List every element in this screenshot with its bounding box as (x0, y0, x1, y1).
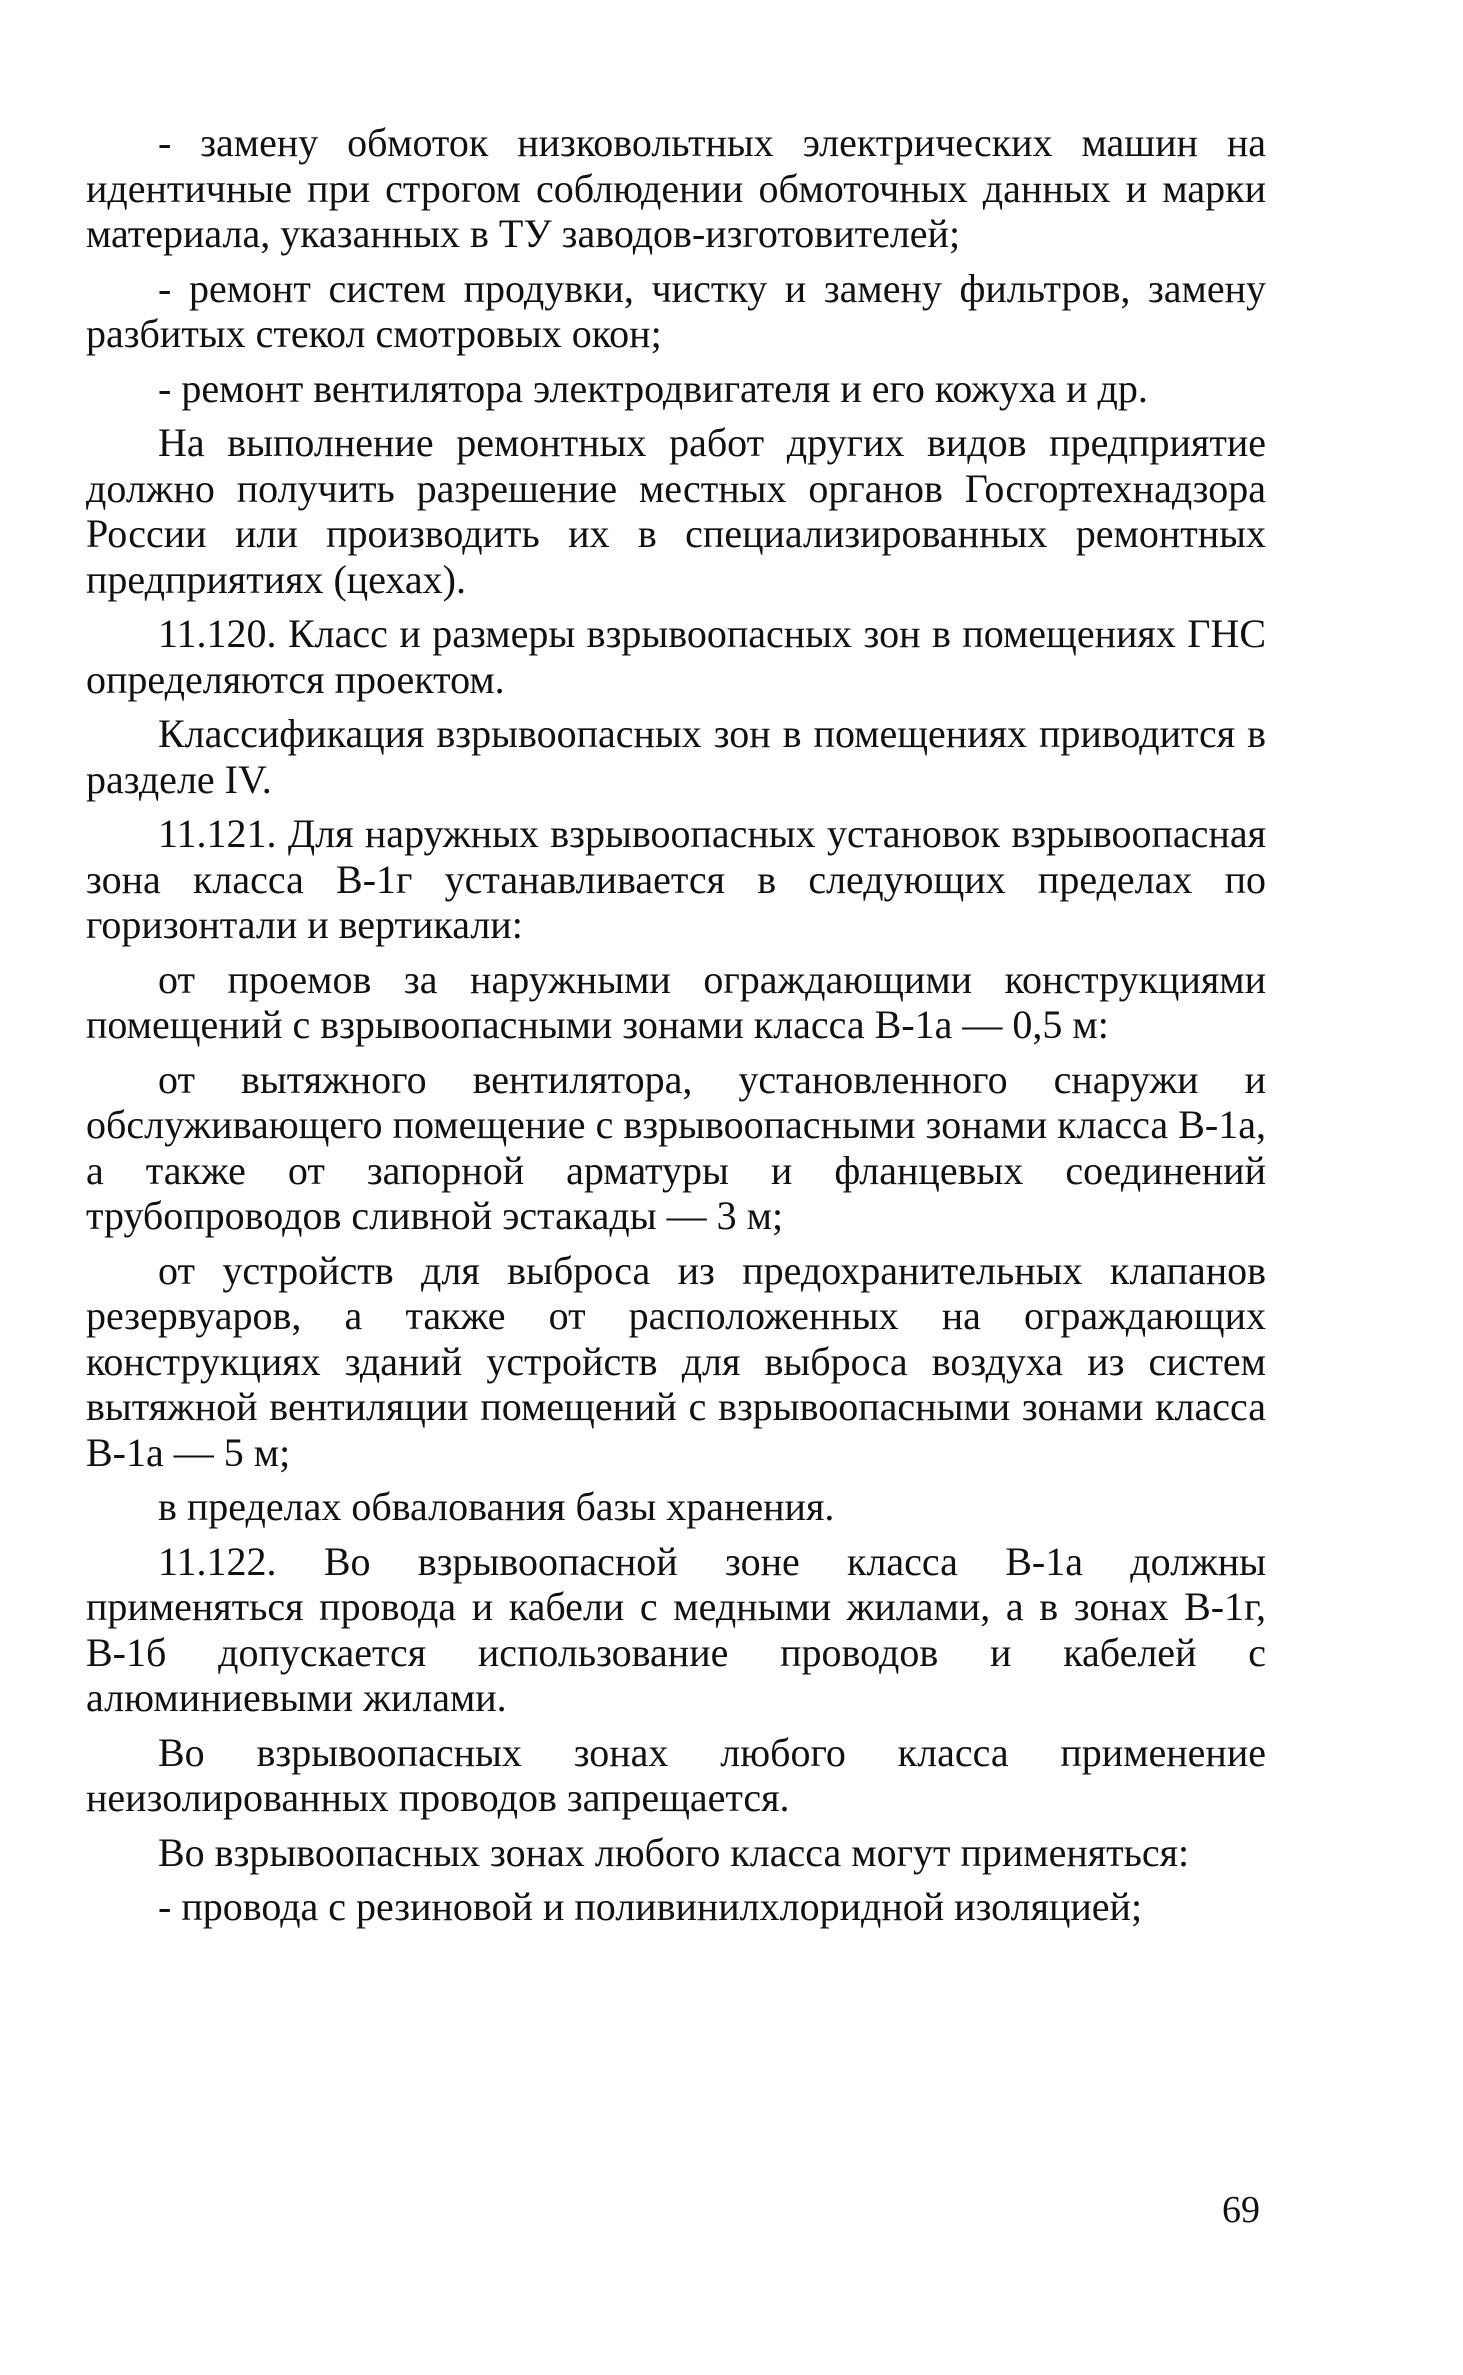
paragraph: - ремонт вентилятора электродвигателя и его кожуха и др. (158, 365, 1148, 411)
page-number: 69 (1222, 2189, 1260, 2231)
page-body (86, 120, 1266, 1939)
paragraph: - провода с резиновой и поливинилхлоридной изоляцией; (158, 1884, 1143, 1929)
paragraph: в пределах обвалования базы хранения. (158, 1484, 835, 1529)
paragraph: - ремонт систем продувки, чистку и замену фильтров, замену разбитых стекол смотровых окон; (86, 265, 1266, 356)
paragraph: от устройств для выброса из предохранительных клапанов резервуаров, а также от расположенных на ограждающих конструкциях зданий устройств для выброса воздуха из систем вытяжной вентиляции помещений с взрывоопасными зонами класса В-1а — 5 м; (86, 1247, 1266, 1475)
paragraph: На выполнение ремонтных работ других видов предприятие должно получить разрешение местных органов Госгортехнадзора России или производить их в специализированных ремонтных предприятиях (цехах). (86, 420, 1266, 602)
paragraph: Во взрывоопасных зонах любого класса применение неизолированных проводов запрещается. (86, 1729, 1266, 1820)
paragraph: 11.122. Во взрывоопасной зоне класса В-1а должны применяться провода и кабели с медными жилами, а в зонах В-1г, В-1б допускается использование проводов и кабелей с алюминиевыми жилами. (86, 1538, 1266, 1720)
paragraph: от проемов за наружными ограждающими конструкциями помещений с взрывоопасными зонами класса В-1а — 0,5 м: (86, 956, 1266, 1047)
paragraph: - замену обмоток низковольтных электрических машин на идентичные при строгом соблюдении обмоточных данных и марки материала, указанных в ТУ заводов-изготовителей; (86, 120, 1266, 256)
paragraph: от вытяжного вентилятора, установленного снаружи и обслуживающего помещение с взрывоопасными зонами класса В-1а, а также от запорной арматуры и фланцевых соединений трубопроводов сливной эстакады — 3 м; (86, 1056, 1266, 1238)
paragraph: Классификация взрывоопасных зон в помещениях приводится в разделе IV. (86, 711, 1266, 802)
paragraph: Во взрывоопасных зонах любого класса могут применяться: (158, 1829, 1190, 1875)
paragraph: 11.120. Класс и размеры взрывоопасных зон в помещениях ГНС определяются проектом. (86, 611, 1266, 702)
paragraph: 11.121. Для наружных взрывоопасных установок взрывоопасная зона класса В-1г устанавливается в следующих пределах по горизонтали и вертикали: (86, 811, 1266, 947)
